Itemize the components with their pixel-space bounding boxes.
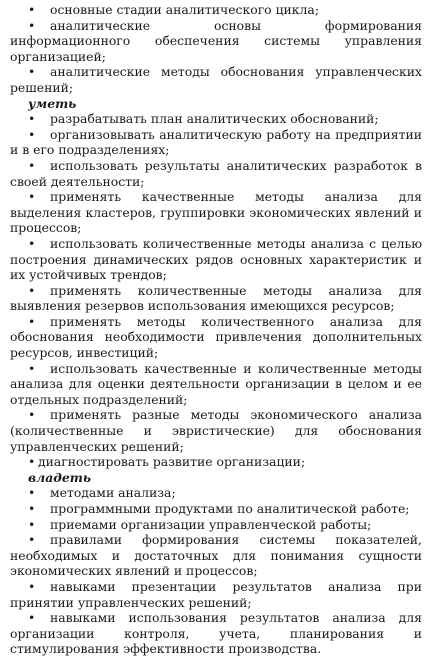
bullet: • — [28, 126, 36, 142]
list-item: • методами анализа; — [28, 485, 176, 501]
bullet: • — [28, 501, 36, 516]
list-item: • разрабатывать план аналитических обоснований; — [28, 111, 379, 127]
bullet: • — [28, 360, 36, 376]
bullet: • — [28, 2, 36, 17]
bullet: • — [28, 157, 36, 173]
group-know — [10, 2, 422, 96]
bullet: • — [28, 407, 36, 423]
bullet: • — [28, 17, 36, 33]
section-heading-master: владеть — [28, 469, 92, 485]
list-item: • применять качественные методы анализа для выделения кластеров, группировки экономических явлений и процессов; — [10, 189, 422, 236]
bullet: • — [28, 313, 36, 329]
list-item: • аналитические основы формирования информационного обеспечения системы управления организацией; — [10, 17, 422, 64]
list-item: • аналитические методы обоснования управленческих решений; — [10, 64, 422, 95]
list-item: • правилами формирования системы показателей, необходимых и достаточных для понимания сущности экономических явлений и процессов; — [10, 532, 422, 579]
group-can — [10, 96, 422, 470]
list-item: • использовать количественные методы анализа с целью построения динамических рядов основных характеристик и их устойчивых трендов; — [10, 235, 422, 283]
list-item: • применять количественные методы анализа для выявления резервов использования имеющихся ресурсов; — [10, 282, 422, 314]
list-item: • приемами организации управленческой работы; — [28, 516, 372, 532]
list-item: • использовать результаты аналитических разработок в своей деятельности; — [10, 157, 422, 189]
bullet: • — [28, 454, 36, 470]
bullet: • — [28, 578, 36, 594]
list-item: • применять методы количественного анализа для обоснования необходимости привлечения дополнительных ресурсов, инвестиций; — [10, 313, 422, 361]
list-item: • диагностировать развитие организации; — [28, 454, 306, 470]
section-heading-can: уметь — [28, 95, 77, 111]
list-item: • навыками презентации результатов анализа при принятии управленческих решений; — [10, 578, 422, 610]
bullet: • — [28, 610, 36, 626]
list-item: • основные стадии аналитического цикла; — [28, 2, 319, 17]
list-item: • применять разные методы экономического анализа (количественные и эвристические) для обоснования управленческих решений; — [10, 407, 422, 454]
bullet: • — [28, 64, 36, 80]
list-item: • организовывать аналитическую работу на предприятии и в его подразделениях; — [10, 126, 422, 158]
bullet: • — [28, 516, 36, 532]
bullet: • — [28, 485, 36, 501]
bullet: • — [28, 189, 36, 205]
bullet: • — [28, 532, 36, 548]
bullet: • — [28, 282, 36, 298]
list-item: • навыками использования результатов анализа для организации контроля, учета, планирования и стимулирования эффективности производства. — [10, 610, 422, 657]
list-item: • использовать качественные и количественные методы анализа для оценки деятельности организации в целом и ее отдельных подразделений; — [10, 360, 422, 407]
bullet: • — [28, 235, 36, 251]
bullet: • — [28, 111, 36, 127]
list-item: • программными продуктами по аналитической работе; — [28, 501, 410, 516]
